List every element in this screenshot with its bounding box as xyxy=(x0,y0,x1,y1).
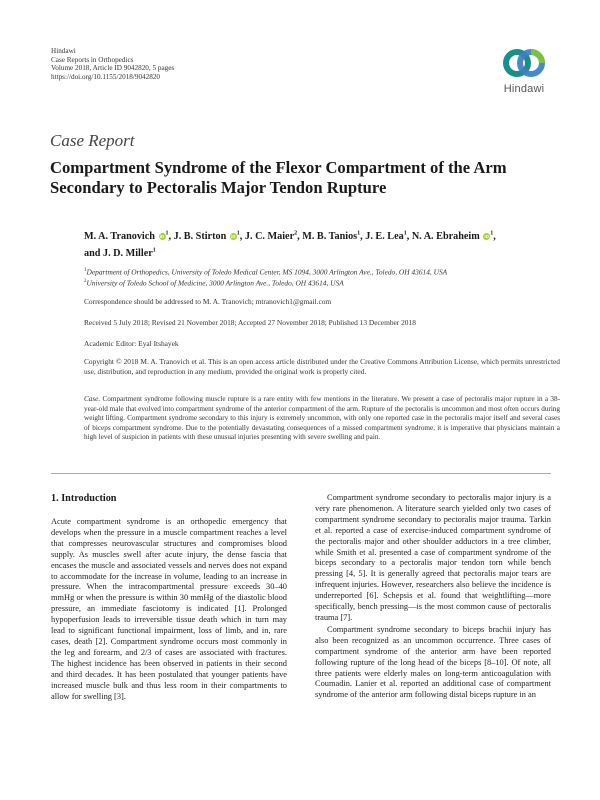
author-name: J. E. Lea xyxy=(365,231,404,242)
paragraph: Compartment syndrome secondary to pectoralis major injury is a very rare phenomenon. A literature search yielded only two cases of compartment syndrome secondary to pectoralis major trauma. Tarkin et al. reported a case of exercise-induced compartment syndrome of the pectoralis major and other shoulder adductors in a tree climber, while Smith et al. presented a case of compartment syndrome of the biceps secondary to a pectoralis major tendon torn while bench pressing [4, 5]. It is generally agreed that pectoralis major tears are infrequent injuries. However, researchers also believe the incidence is underreported [6]. Schepsis et al. found that weightlifting—more specifically, bench pressing—is the most common cause of pectoralis trauma [7]. xyxy=(315,493,551,622)
abstract xyxy=(84,395,560,443)
publication-dates: Received 5 July 2018; Revised 21 November 2018; Accepted 27 November 2018; Published 13 December 2018 xyxy=(84,318,416,327)
affiliation-1: $^1$Department of Orthopedics, University of Toledo Medical Center, MS 1094, 3000 Arlington Ave., Toledo, OH 43614, USA xyxy=(84,267,448,277)
journal-name: Case Reports in Orthopedics xyxy=(51,55,134,64)
correspondence: Correspondence should be addressed to M. A. Tranovich; mtranovich1@gmail.com xyxy=(84,297,332,306)
abstract-text: Compartment syndrome following muscle rupture is a rare entity with few mentions in the literature. We present a case of pectoralis major rupture in a 38-year-old male that evolved into compartment syndrome of the anterior compartment of the arm. Rupture of the pectoralis is uncommon and most often occurs during weight lifting. Compartment syndrome secondary to this injury is extremely uncommon, with only one reported case in the pectoralis major itself and several cases of biceps compartment syndrome. Due to the potentially devastating consequences of a missed compartment syndrome, it is imperative that physicians maintain a high level of suspicion in patients with these unusual injuries presenting with severe swelling and pain. xyxy=(84,395,561,442)
paragraph: Compartment syndrome secondary to biceps brachii injury has also been recognized as an uncommon occurrence. Three cases of compartment syndrome of the anterior arm have been reported following rupture of the long head of the biceps [8–10]. Of note, all three patients were elderly males on long-term anticoagulation with Coumadin. Lanier et al. reported an additional case of compartment syndrome of the anterior arm following distal biceps rupture in an xyxy=(315,624,551,700)
author-separator: , xyxy=(297,231,300,242)
article-title: Compartment Syndrome of the Flexor Compartment of the Arm Secondary to Pectoralis Major Tendon Rupture xyxy=(50,158,507,197)
copyright-notice: Copyright © 2018 M. A. Tranovich et al. This is an open access article distributed under the Creative Commons Attribution License, which permits unrestricted use, distribution, and reproduction in any medium, provided the original work is properly cited. xyxy=(84,357,560,376)
author-affiliation-marker: 1 xyxy=(152,247,156,254)
section-divider xyxy=(51,473,551,474)
logo-text: Hindawi xyxy=(503,83,545,95)
author-list xyxy=(84,228,564,262)
journal-header xyxy=(51,47,174,81)
volume-line: Volume 2018, Article ID 9042820, 5 pages xyxy=(51,64,175,73)
orcid-icon[interactable]: iD xyxy=(484,234,490,239)
paragraph: Acute compartment syndrome is an orthopedic emergency that develops when the pressure in a muscle compartment reaches a level that compresses neurovascular structures and compromises blood supply. As muscles swell after acute injury, the dense fascia that encases the muscle and associated vessels and nerves does not expand to accommodate for the increase in volume, leading to an increase in pressure. When the intracompartmental pressure exceeds 30–40 mmHg or when the pressure is within 30 mmHg of the diastolic blood pressure, an immediate fasciotomy is indicated [1]. Prolonged hypoperfusion leads to irreversible tissue death which in turn may lead to significant functional impairment, loss of limb, and in, rare cases, death [2]. Compartment syndrome occurs most commonly in the leg and forearm, and 2/3 of cases are associated with fractures. The highest incidence has been observed in patients in their second and third decades. It has been postulated that younger patients have increased muscle bulk and thus less room in their compartments to allow for swelling [3]. xyxy=(51,517,287,701)
author-affiliation-marker: 1 xyxy=(357,230,361,237)
affiliations xyxy=(84,266,560,288)
author-separator: , xyxy=(406,231,410,242)
left-column xyxy=(51,493,287,702)
author-separator: , xyxy=(493,231,496,242)
orcid-icon[interactable]: iD xyxy=(159,234,165,239)
author-separator: , xyxy=(239,231,243,242)
doi-link[interactable]: https://doi.org/10.1155/2018/9042820 xyxy=(51,72,161,81)
author-affiliation-marker: 1 xyxy=(403,230,407,237)
hindawi-logo-icon xyxy=(501,46,547,82)
author-separator: , xyxy=(360,231,363,242)
author-name: and J. D. Miller xyxy=(84,248,153,259)
right-column xyxy=(315,493,551,701)
author-name: M. A. Tranovich iD xyxy=(84,231,165,242)
author-name: M. B. Tanios xyxy=(302,231,358,242)
author-name: N. A. Ebraheim iD xyxy=(411,231,490,242)
author-name: J. C. Maier xyxy=(244,231,295,242)
article-type: Case Report xyxy=(50,131,135,150)
author-affiliation-marker: 1 xyxy=(490,230,494,237)
author-affiliation-marker: 1 xyxy=(165,230,169,237)
author-affiliation-marker: 2 xyxy=(294,230,298,237)
author-name: J. B. Stirton iD xyxy=(173,231,236,242)
publisher-name: Hindawi xyxy=(51,47,76,55)
academic-editor: Academic Editor: Eyal Itshayek xyxy=(84,339,179,348)
orcid-icon[interactable]: iD xyxy=(231,234,236,239)
hindawi-logo xyxy=(496,46,552,95)
author-separator: , xyxy=(168,231,172,242)
abstract-label: Case. xyxy=(84,395,101,403)
affiliation-2: $^2$University of Toledo School of Medicine, 3000 Arlington Ave., Toledo, OH 43614, USA xyxy=(84,278,344,288)
section-heading: 1. Introduction xyxy=(51,493,117,504)
author-affiliation-marker: 1 xyxy=(236,230,240,237)
